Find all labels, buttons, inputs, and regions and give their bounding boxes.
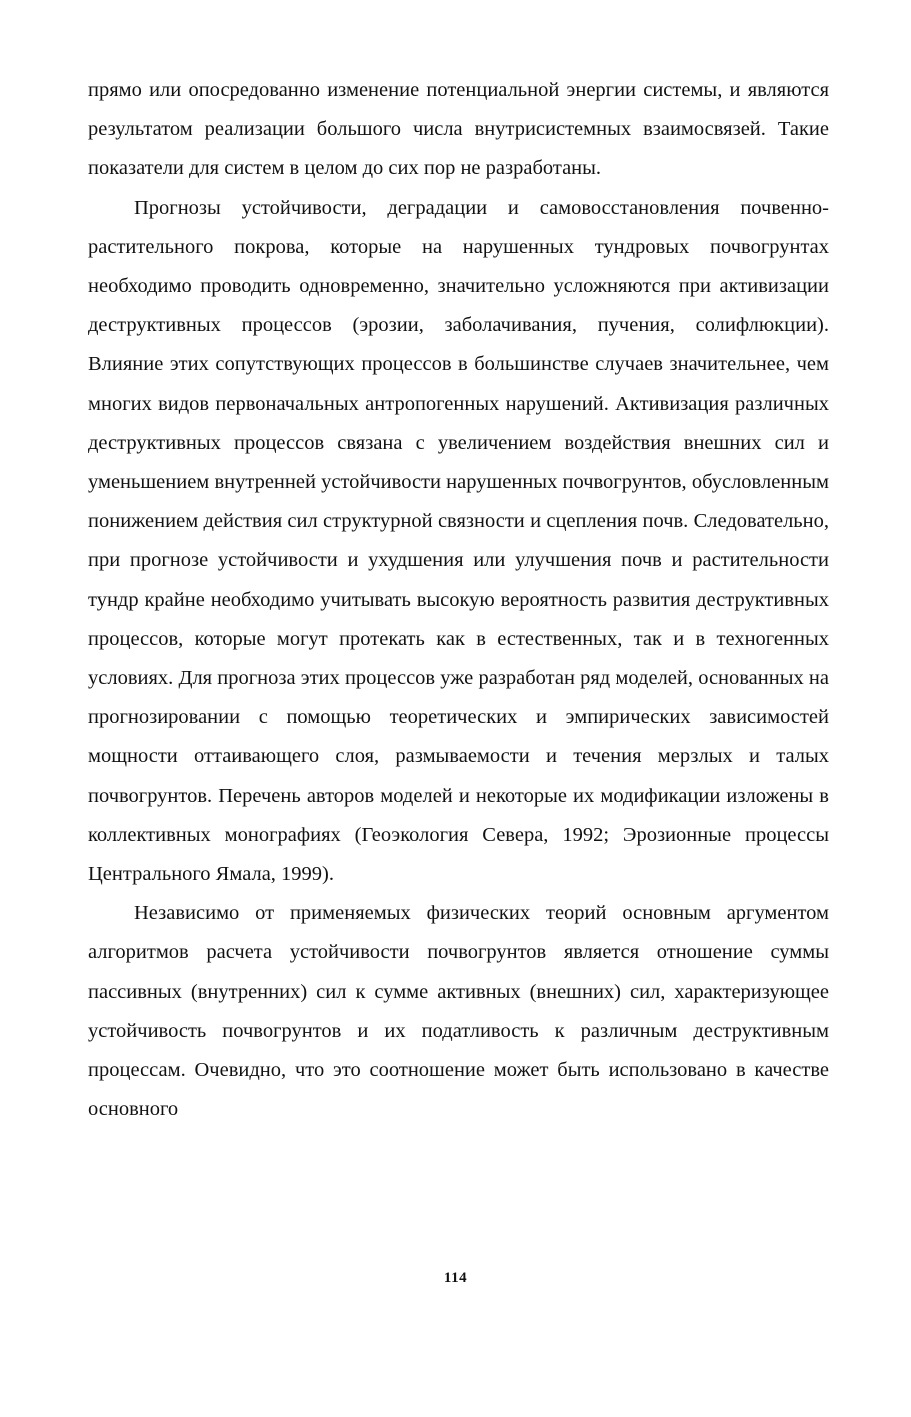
page-number: 114 [443, 1270, 468, 1286]
body-text [88, 71, 829, 1129]
paragraph-continuation: прямо или опосредованно изменение потенциальной энергии системы, и являются результатом реализации большого числа внутрисистемных взаимосвязей. Такие показатели для систем в целом до сих пор не разработаны. [88, 79, 829, 180]
paragraph-stability-argument: Независимо от применяемых физических теорий основным аргументом алгоритмов расчета устойчивости почвогрунтов является отношение суммы пассивных (внутренних) сил к сумме активных (внешних) сил, характеризующее устойчивость почвогрунтов и их податливость к различным деструктивным процессам. Очевидно, что это соотношение может быть использовано в качестве основного [88, 902, 829, 1121]
paragraph-stability-forecasts: Прогнозы устойчивости, деградации и самовосстановления почвенно-растительного покрова, которые на нарушенных тундровых почвогрунтах необходимо проводить одновременно, значительно усложняются при активизации деструктивных процессов (эрозии, заболачивания, пучения, солифлюкции). Влияние этих сопутствующих процессов в большинстве случаев значительнее, чем многих видов первоначальных антропогенных нарушений. Активизация различных деструктивных процессов связана с увеличением воздействия внешних сил и уменьшением внутренней устойчивости нарушенных почвогрунтов, обусловленным понижением действия сил структурной связности и сцепления почв. Следовательно, при прогнозе устойчивости и ухудшения или улучшения почв и растительности тундр крайне необходимо учитывать высокую вероятность развития деструктивных процессов, которые могут протекать как в естественных, так и в техногенных условиях. Для прогноза этих процессов уже разработан ряд моделей, основанных на прогнозировании с помощью теоретических и эмпирических зависимостей мощности оттаивающего слоя, размываемости и течения мерзлых и талых почвогрунтов. Перечень авторов моделей и некоторые их модификации изложены в коллективных монографиях (Геоэкология Севера, 1992; Эрозионные процессы Центрального Ямала, 1999). [88, 196, 829, 886]
